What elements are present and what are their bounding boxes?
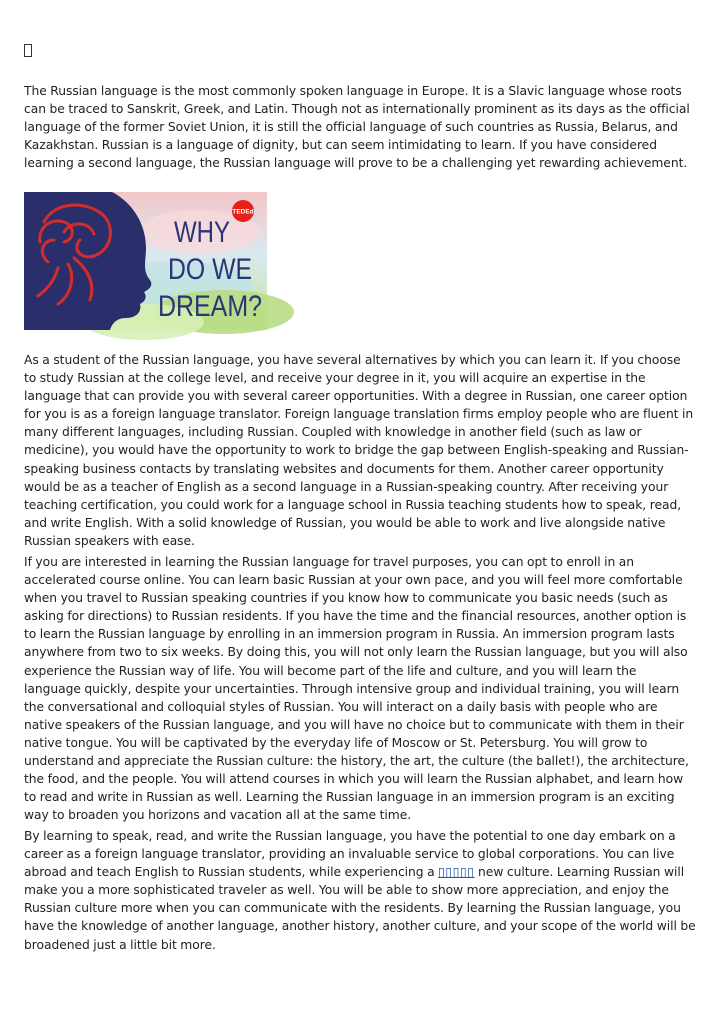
ted-ed-badge-label: TEDEd	[232, 208, 254, 216]
paragraph-career: As a student of the Russian language, you have several alternatives by which you can learn it. If you choose to study Russian at the college level, and receive your degree in it, you will acquire an expertise in the language that can provide you with several career opportunities. With a degree in Russian, one career option for you is as a foreign language translator. Foreign language translation firms employ people who are fluent in many different languages, including Russian. Coupled with knowledge in another field (such as law or medicine), you would have the opportunity to work to bridge the gap between English-speaking and Russian-speaking business contacts by translating websites and documents for them. Another career opportunity would be as a teacher of English as a second language in a Russian-speaking country. After receiving your teaching certification, you could work for a language school in Russia teaching students how to speak, read, and write English. With a solid knowledge of Russian, you would be able to work and live alongside native Russian speakers with ease.	[24, 353, 694, 548]
image-title-line-3: DREAM?	[158, 290, 262, 323]
paragraph-conclusion-start: By learning to speak, read, and write the Russian language, you have the potential to one day embark on a career as a foreign language translator, providing an invaluable service to global corporations. You can live abroad and teach English to Russian students, while experiencing a	[24, 829, 676, 880]
paragraph-conclusion	[24, 827, 696, 954]
image-title-line-1: WHY	[174, 216, 230, 249]
head-silhouette	[24, 192, 151, 330]
paragraph-travel: If you are interested in learning the Russian language for travel purposes, you can opt to enroll in an accelerated course online. You can learn basic Russian at your own pace, and you will feel more comfortable when you travel to Russian speaking countries if you know how to communicate you basic needs (such as asking for directions) to Russian residents. If you have the time and the financial resources, another option is to learn the Russian language by enrolling in an immersion program in Russia. An immersion program lasts anywhere from two to six weeks. By doing this, you will not only learn the Russian language, but you will also experience the Russian way of life. You will become part of the life and culture, and you will learn the language quickly, despite your uncertainties. Through intensive group and individual training, you will learn the conversational and colloquial styles of Russian. You will interact on a daily basis with people who are native speakers of the Russian language, and you will have no choice but to communicate with them in their native tongue. You will be captivated by the everyday life of Moscow or St. Petersburg. You will grow to understand and appreciate the Russian culture: the history, the art, the culture (the ballet!), the architecture, the food, and the people. You will attend courses in which you will learn the Russian alphabet, and learn how to read and write in Russian as well. Learning the Russian language in an immersion program is an exciting way to broaden you horizons and vacation all at the same time.	[24, 555, 689, 823]
paragraph-conclusion-end: new culture. Learning Russian will make you a more sophisticated traveler as well. You will be able to show more appreciation, and enjoy the Russian culture more when you can communicate with the residents. By learning the Russian language, you have the knowledge of another language, another history, another culture, and your scope of the world will be broadened just a little bit more.	[24, 865, 696, 952]
image-title-line-2: DO WE	[168, 253, 252, 286]
paragraph-intro: The Russian language is the most commonly spoken language in Europe. It is a Slavic language whose roots can be traced to Sanskrit, Greek, and Latin. Though not as internationally prominent as its days as the official language of the former Soviet Union, it is still the official language of such countries as Russia, Belarus, and Kazakhstan. Russian is a language of dignity, but can seem intimidating to learn. If you have considered learning a second language, the Russian language will prove to be a challenging yet rewarding achievement.	[24, 84, 690, 171]
inline-link[interactable]: ▯▯▯▯▯	[438, 865, 475, 880]
missing-glyph-icon	[24, 44, 32, 57]
why-do-we-dream-image	[24, 192, 267, 330]
